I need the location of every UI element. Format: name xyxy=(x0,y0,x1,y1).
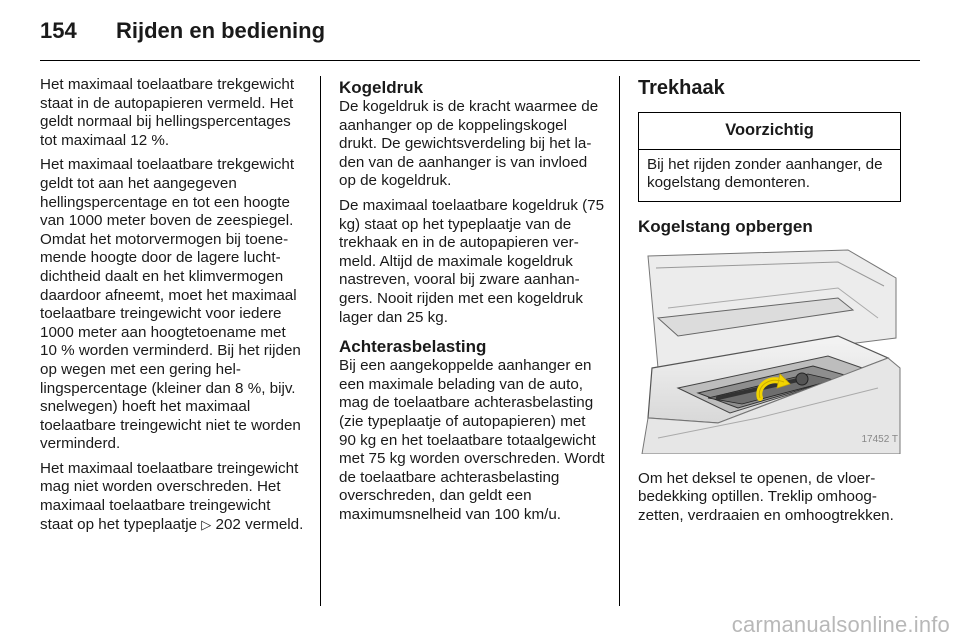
section-heading-trekhaak: Trekhaak xyxy=(638,77,725,99)
paragraph xyxy=(40,460,306,534)
column-1 xyxy=(40,76,306,540)
paragraph: Om het deksel te openen, de vloerbedekking optillen. Treklip omhoogzetten, verdraaien en omhoogtrekken. xyxy=(638,469,894,524)
section-heading-kogeldruk: Kogeldruk xyxy=(339,78,424,97)
paragraph-text: Het maximaal toelaatbare treingewicht mag niet worden overschreden. Het maximaal toelaatbare treingewicht staat op het typeplaatje xyxy=(40,459,299,533)
column-divider xyxy=(320,76,321,606)
paragraph: Het maximaal toelaatbare trekgewicht staat in de autopapieren vermeld. Het geldt normaal bij hellingspercentages tot maximaal 12 %. xyxy=(40,76,295,149)
paragraph: De kogeldruk is de kracht waarmee de aanhanger op de koppelingskogel drukt. De gewichtsverdeling bij het laden van de aanhanger is van invloed op de kogeldruk. xyxy=(339,98,599,190)
column-3 xyxy=(638,76,904,532)
paragraph: Bij een aangekoppelde aanhanger en een maximale belading van de auto, mag de toelaatbare achterasbelasting (zie typeplaatje of autopapieren) met 90 kg en het toelaatbare totaalgewicht met 75 kg worden overschreden. Wordt de toelaatbare achterasbelasting overschreden, dan geldt een maximumsnelheid van 100 km/u. xyxy=(339,357,605,523)
page-number: 154 xyxy=(40,18,77,43)
figure-trunk-storage xyxy=(638,248,904,454)
page-reference-icon: ▷ xyxy=(201,516,212,532)
watermark: carmanualsonline.info xyxy=(731,612,950,637)
page-reference-link[interactable]: 202 xyxy=(215,515,241,533)
section-heading-achterasbelasting: Achterasbelasting xyxy=(339,337,487,357)
subheading-kogelstang-opbergen: Kogelstang opbergen xyxy=(638,216,813,236)
page-header xyxy=(40,18,325,48)
paragraph-text: vermeld. xyxy=(245,515,304,533)
figure-code: 17452 T xyxy=(861,434,898,446)
header-divider xyxy=(40,60,920,61)
caution-title: Voorzichtig xyxy=(639,113,900,150)
trunk-illustration xyxy=(638,248,904,454)
paragraph: De maximaal toelaatbare kogeldruk (75 kg) staat op het typeplaatje van de trekhaak en in de autopapieren vermeld. Altijd de maximale kogeldruk nastreven, vooral bij zware aanhangers. Nooit rijden met een kogeldruk lager dan 25 kg. xyxy=(339,196,605,326)
column-2 xyxy=(339,76,605,530)
caution-box xyxy=(638,112,901,202)
page-title: Rijden en bediening xyxy=(116,18,326,43)
caution-body: Bij het rijden zonder aanhanger, de kogelstang demonteren. xyxy=(647,155,883,192)
paragraph: Het maximaal toelaatbare trekgewicht geldt tot aan het aangegeven hellingspercentage en tot een hoogte van 1000 meter boven de zeespiegel. Omdat het motorvermogen bij toenemende hoogte door de lagere luchtdichtheid daalt en het klimvermogen daardoor afneemt, moet het maximaal toelaatbare treingewicht voor iedere 1000 meter aan hoogtetoename met 10 % worden verminderd. Bij het rijden op wegen met een gering hellingspercentage (kleiner dan 8 %, bijv. snelwegen) hoeft het maximaal toelaatbare treingewicht niet te worden verminderd. xyxy=(40,156,301,453)
column-divider xyxy=(619,76,620,606)
